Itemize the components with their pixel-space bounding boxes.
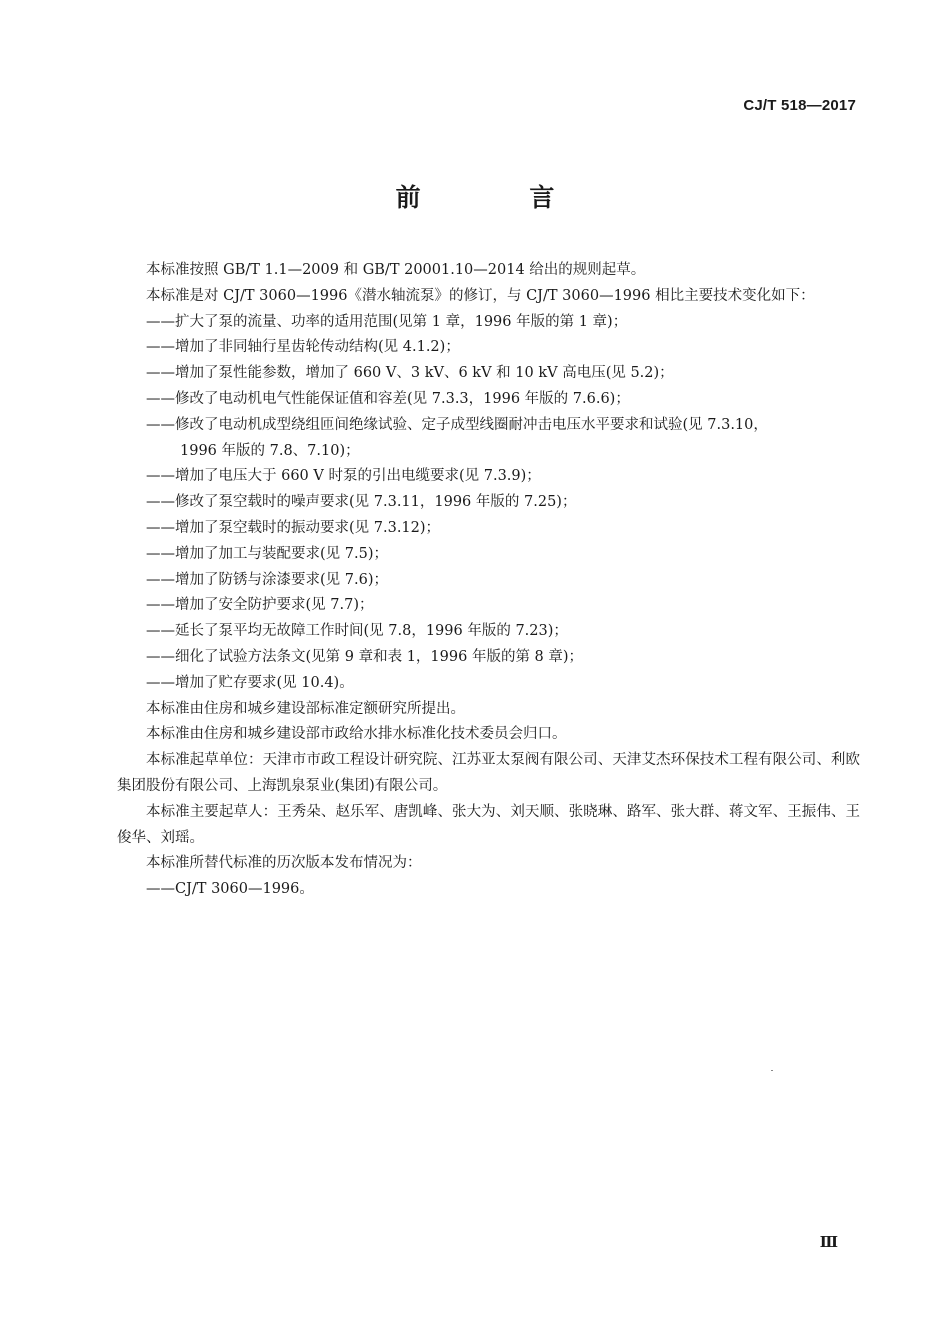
paragraph-administered-by: 本标准由住房和城乡建设部市政给水排水标准化技术委员会归口。 — [146, 726, 567, 743]
change-item: ——增加了防锈与涂漆要求(见 7.6)； — [146, 571, 388, 588]
change-item: ——修改了泵空载时的噪声要求(见 7.3.11，1996 年版的 7.25)； — [146, 494, 577, 511]
paragraph-history-intro: 本标准所替代标准的历次版本发布情况为： — [146, 855, 422, 872]
paragraph-revision-intro: 本标准是对 CJ/T 3060—1996《潜水轴流泵》的修订，与 CJ/T 3060—1996 相比主要技术变化如下： — [146, 287, 815, 304]
paragraph-drafting-units: 本标准起草单位：天津市市政工程设计研究院、江苏亚太泵阀有限公司、天津艾杰环保技术工程有限公司、利欧集团股份有限公司、上海凯泉泵业(集团)有限公司。 — [117, 752, 860, 794]
change-item: ——细化了试验方法条文(见第 9 章和表 1，1996 年版的第 8 章)； — [146, 648, 584, 665]
scan-speck — [771, 1070, 773, 1071]
foreword-body — [117, 258, 860, 903]
change-item: ——修改了电动机电气性能保证值和容差(见 7.3.3，1996 年版的 7.6.6)； — [146, 390, 630, 407]
change-item-continuation: 1996 年版的 7.8、7.10)； — [180, 442, 360, 459]
change-item: ——增加了非同轴行星齿轮传动结构(见 4.1.2)； — [146, 339, 460, 356]
page-title: 前 言 — [395, 183, 605, 212]
change-item: ——扩大了泵的流量、功率的适用范围(见第 1 章，1996 年版的第 1 章)； — [146, 313, 628, 330]
paragraph-proposed-by: 本标准由住房和城乡建设部标准定额研究所提出。 — [146, 700, 465, 717]
change-item: ——增加了电压大于 660 V 时泵的引出电缆要求(见 7.3.9)； — [146, 468, 541, 485]
change-item: ——增加了泵空载时的振动要求(见 7.3.12)； — [146, 519, 441, 536]
history-item: ——CJ/T 3060—1996。 — [146, 881, 314, 898]
paragraph-drafting-rules: 本标准按照 GB/T 1.1—2009 和 GB/T 20001.10—2014 给出的规则起草。 — [146, 262, 646, 278]
standard-code: CJ/T 518—2017 — [743, 97, 856, 114]
change-item: ——增加了加工与装配要求(见 7.5)； — [146, 545, 388, 562]
change-item: ——增加了安全防护要求(见 7.7)； — [146, 597, 374, 614]
paragraph-drafters: 本标准主要起草人：王秀朵、赵乐军、唐凯峰、张大为、刘天顺、张晓琳、路军、张大群、蒋文军、王振伟、王俊华、刘瑶。 — [117, 803, 860, 846]
change-item: ——修改了电动机成型绕组匝间绝缘试验、定子成型线圈耐冲击电压水平要求和试验(见 7.3.10， 1996 年版的 7.8、7.10)； — [117, 413, 860, 465]
change-item: ——增加了贮存要求(见 10.4)。 — [146, 674, 354, 691]
change-item: ——增加了泵性能参数，增加了 660 V、3 kV、6 kV 和 10 kV 高电压(见 5.2)； — [146, 365, 674, 382]
page-number: Ⅲ — [819, 1233, 838, 1251]
change-item: ——延长了泵平均无故障工作时间(见 7.8，1996 年版的 7.23)； — [146, 623, 568, 640]
